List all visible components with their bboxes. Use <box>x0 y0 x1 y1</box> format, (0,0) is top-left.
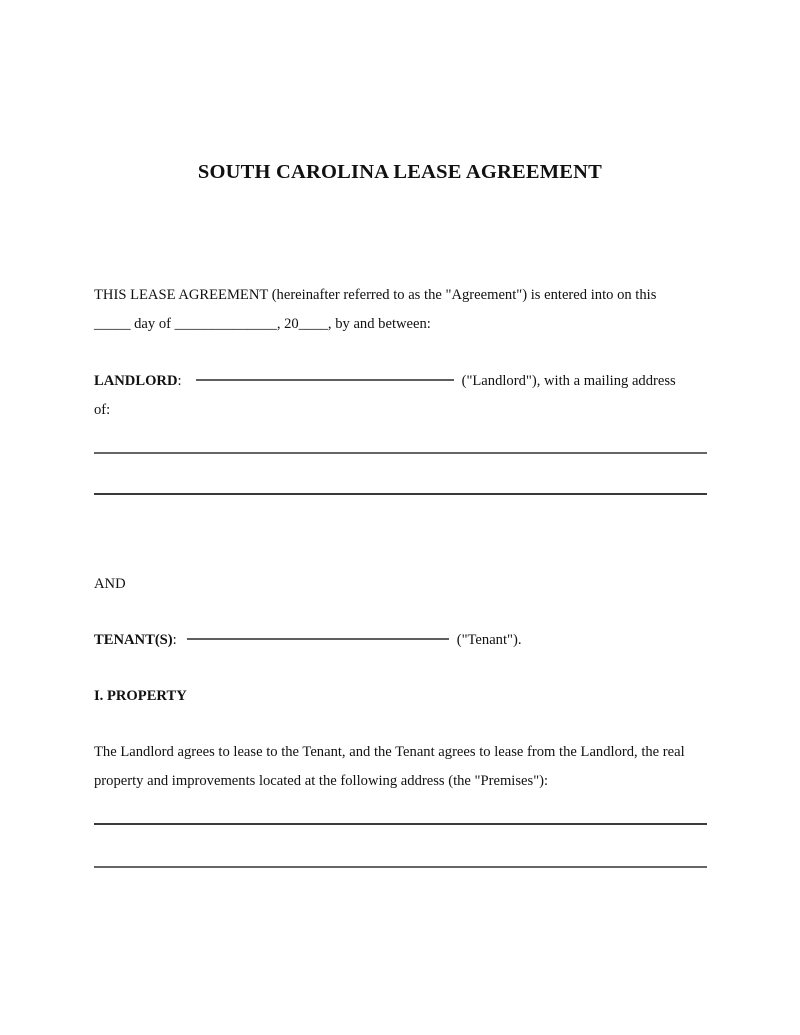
landlord-name-blank[interactable] <box>196 379 454 381</box>
day-of-label: day of <box>130 315 175 332</box>
intro-paragraph <box>94 281 707 338</box>
page-title: SOUTH CAROLINA LEASE AGREEMENT <box>197 161 603 183</box>
landlord-label: LANDLORD <box>94 373 178 389</box>
section-heading-label: I. PROPERTY <box>94 688 187 704</box>
tenant-block <box>94 626 707 655</box>
property-paragraph <box>94 738 707 795</box>
property-paragraph-text: The Landlord agrees to lease to the Tenant, and the Tenant agrees to lease from the Landlord, the real property and improvements located at the following address (the "Premises"): <box>94 744 685 789</box>
and-label: AND <box>94 576 126 592</box>
landlord-address-prefix-label: of: <box>94 401 111 418</box>
intro-tail-label: , by and between: <box>327 315 431 332</box>
year-prefix-label: , 20 <box>276 315 299 332</box>
tenant-name-blank[interactable] <box>187 638 449 640</box>
conjunction-block <box>94 570 707 599</box>
month-blank-field[interactable]: ______________ <box>174 315 277 332</box>
landlord-colon: : <box>177 373 182 389</box>
intro-line-1: THIS LEASE AGREEMENT (hereinafter referred to as the "Agreement") is entered into on this <box>94 287 657 303</box>
premises-address-blank-line-2[interactable] <box>94 866 707 868</box>
landlord-block <box>94 367 707 424</box>
section-heading-property <box>94 682 707 711</box>
tenant-colon: : <box>172 632 177 648</box>
landlord-address-blank-line-1[interactable] <box>94 452 707 454</box>
landlord-descriptor-label: ("Landlord"), with a mailing address <box>461 373 676 389</box>
premises-address-blank-line-1[interactable] <box>94 823 707 825</box>
day-blank-field[interactable]: _____ <box>94 315 131 332</box>
landlord-address-blank-line-2[interactable] <box>94 493 707 495</box>
tenant-label: TENANT(S) <box>94 632 173 648</box>
year-blank-field[interactable]: ____ <box>298 315 328 332</box>
tenant-descriptor-label: ("Tenant"). <box>456 632 522 648</box>
